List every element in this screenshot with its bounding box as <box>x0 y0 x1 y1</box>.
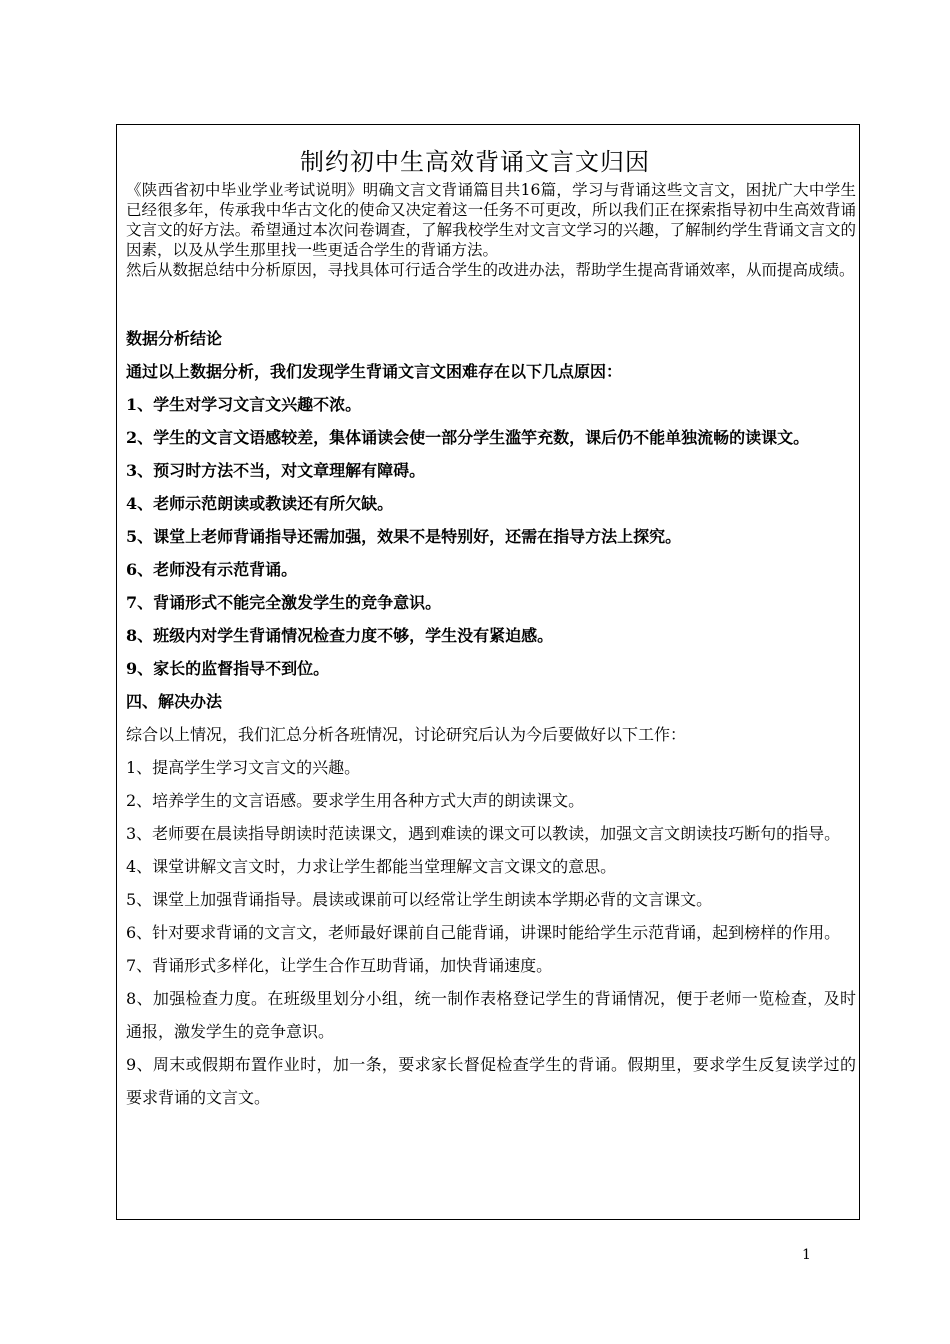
solution-item: 9、周末或假期布置作业时，加一条，要求家长督促检查学生的背诵。假期里，要求学生反复读学过的要求背诵的文言文。 <box>126 1055 856 1107</box>
analysis-item: 4、老师示范朗读或教读还有所欠缺。 <box>126 494 394 513</box>
solution-item: 4、课堂讲解文言文时，力求让学生都能当堂理解文言文课文的意思。 <box>126 857 617 876</box>
solution-item: 6、针对要求背诵的文言文，老师最好课前自己能背诵，讲课时能给学生示范背诵，起到榜样的作用。 <box>126 923 841 942</box>
solution-item: 8、加强检查力度。在班级里划分小组，统一制作表格登记学生的背诵情况，便于老师一览检查，及时通报，激发学生的竞争意识。 <box>126 989 856 1041</box>
analysis-heading: 数据分析结论 <box>126 329 223 348</box>
solution-item: 3、老师要在晨读指导朗读时范读课文，遇到难读的课文可以教读，加强文言文朗读技巧断句的指导。 <box>126 824 841 843</box>
analysis-lead: 通过以上数据分析，我们发现学生背诵文言文困难存在以下几点原因： <box>126 362 623 381</box>
analysis-item: 8、班级内对学生背诵情况检查力度不够，学生没有紧迫感。 <box>126 626 554 645</box>
analysis-item: 9、家长的监督指导不到位。 <box>126 659 330 678</box>
page-title: 制约初中生高效背诵文言文归因 <box>300 148 650 176</box>
analysis-item: 5、课堂上老师背诵指导还需加强，效果不是特别好，还需在指导方法上探究。 <box>126 527 682 546</box>
solutions-lead: 综合以上情况，我们汇总分析各班情况，讨论研究后认为今后要做好以下工作： <box>126 725 687 744</box>
main-content <box>126 322 856 1114</box>
analysis-item: 3、预习时方法不当，对文章理解有障碍。 <box>126 461 426 480</box>
solution-item: 5、课堂上加强背诵指导。晨读或课前可以经常让学生朗读本学期必背的文言课文。 <box>126 890 713 909</box>
intro-paragraph: 《陕西省初中毕业学业考试说明》明确文言文背诵篇目共16篇，学习与背诵这些文言文，困扰广大中学生已经很多年，传承我中华古文化的使命又决定着这一任务不可更改，所以我们正在探索指导初中生高效背诵文言文的好方法。希望通过本次问卷调查，了解我校学生对文言文学习的兴趣，了解制约学生背诵文言文的因素，以及从学生那里找一些更适合学生的背诵方法。 <box>126 181 856 259</box>
intro-section <box>126 180 856 280</box>
analysis-item: 1、学生对学习文言文兴趣不浓。 <box>126 395 362 414</box>
solution-item: 2、培养学生的文言语感。要求学生用各种方式大声的朗读课文。 <box>126 791 585 810</box>
intro-paragraph: 然后从数据总结中分析原因，寻找具体可行适合学生的改进办法，帮助学生提高背诵效率，从而提高成绩。 <box>126 261 855 279</box>
solutions-heading: 四、解决办法 <box>126 692 223 711</box>
analysis-item: 6、老师没有示范背诵。 <box>126 560 298 579</box>
analysis-item: 2、学生的文言文语感较差，集体诵读会使一部分学生滥竽充数，课后仍不能单独流畅的读课文。 <box>126 428 810 447</box>
solution-item: 1、提高学生学习文言文的兴趣。 <box>126 758 361 777</box>
page-number: 1 <box>802 1247 811 1263</box>
solution-item: 7、背诵形式多样化，让学生合作互助背诵，加快背诵速度。 <box>126 956 553 975</box>
analysis-item: 7、背诵形式不能完全激发学生的竞争意识。 <box>126 593 442 612</box>
